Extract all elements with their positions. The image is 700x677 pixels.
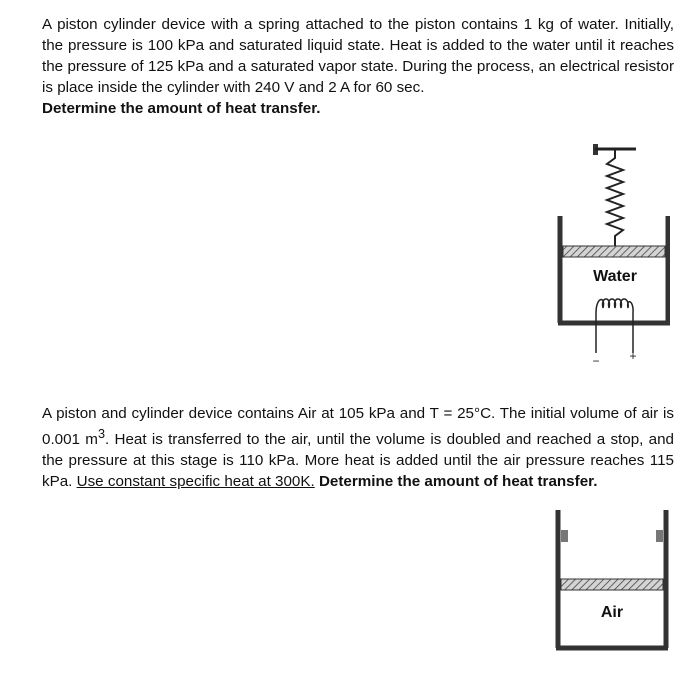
piston-spring-diagram: [540, 138, 670, 368]
problem-2-text-b: . Heat is transferred to the air, until the volume is doubled and reached a stop, and the pressure at this stage is 110 kPa. More heat is added until the air pressure reaches 115 kPa.: [42, 431, 674, 491]
piston: [561, 579, 663, 590]
problem-2-superscript: 3: [97, 427, 105, 441]
piston-spring-water-figure: [540, 138, 670, 373]
problem-1-text: A piston cylinder device with a spring attached to the piston contains 1 kg of water. Initially, the pressure is 100 kPa and saturated liquid state. Heat is added to the water until it reaches the pressure of 125 kPa and a saturated vapor state. During the process, an electrical resistor is place inside the cylinder with 240 V and 2 A for 60 sec.: [42, 16, 674, 96]
piston: [563, 246, 665, 257]
problem-2-paragraph: [42, 403, 674, 492]
right-stop: [656, 530, 663, 542]
spring-icon: [607, 149, 623, 246]
water-label: Water: [593, 268, 637, 285]
air-label: Air: [600, 604, 624, 621]
problem-1-question: Determine the amount of heat transfer.: [42, 100, 321, 117]
resistor-coil-icon: [596, 299, 633, 313]
problem-2-underlined-note: Use constant specific heat at 300K.: [76, 473, 315, 491]
piston-air-figure: [540, 508, 672, 658]
terminal-plus: +: [629, 349, 637, 363]
problem-2-question: Determine the amount of heat transfer.: [318, 473, 598, 491]
problem-1-paragraph: [42, 14, 674, 119]
problem-2-text-a: A piston and cylinder device contains Air at 105 kPa and T = 25°C. The initial volume of air is 0.001 m: [42, 405, 674, 449]
left-stop: [561, 530, 568, 542]
piston-cylinder-diagram: [540, 508, 672, 653]
terminal-minus: −: [592, 354, 600, 368]
